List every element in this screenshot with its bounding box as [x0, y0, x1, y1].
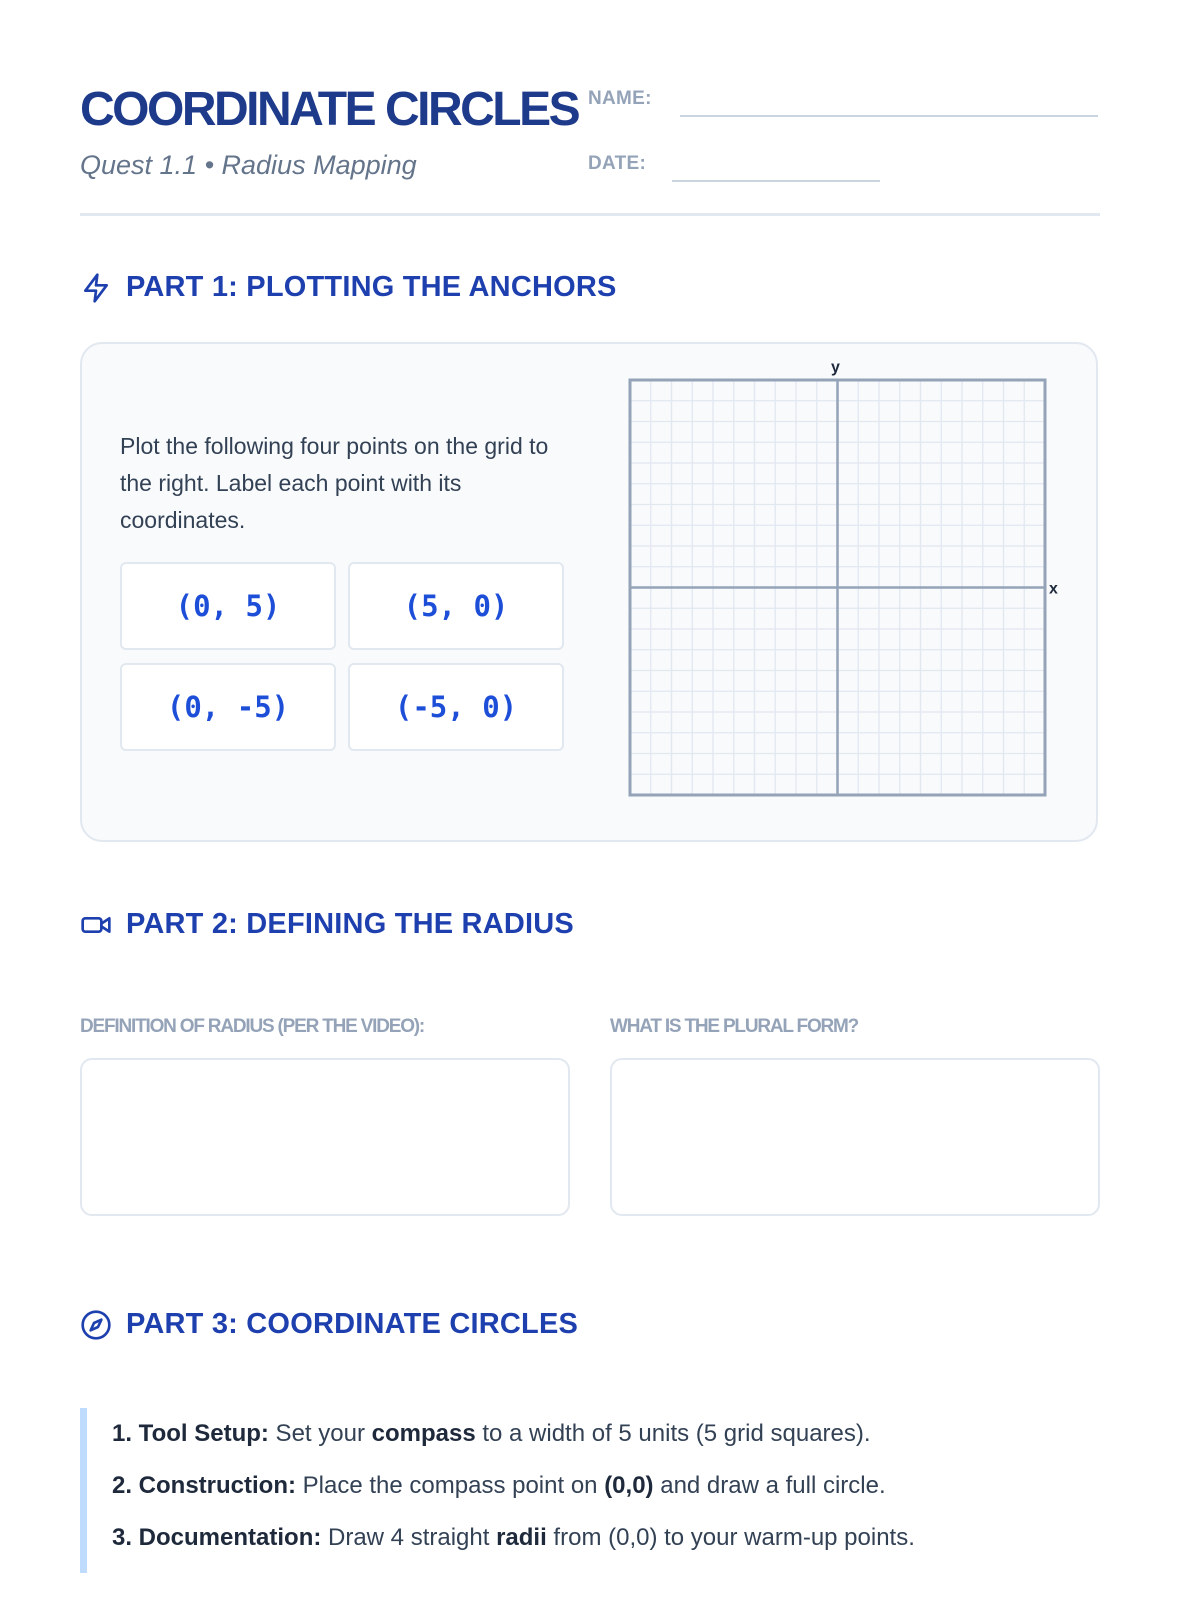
part3-title: PART 3: COORDINATE CIRCLES [126, 1308, 579, 1340]
step-text: Draw 4 straight [321, 1524, 497, 1551]
compass-icon [80, 1309, 112, 1341]
step-lead: 2. Construction: [112, 1472, 296, 1499]
worksheet-title: COORDINATE CIRCLES [80, 83, 579, 136]
step-lead: 1. Tool Setup: [112, 1420, 269, 1447]
step-text: Place the compass point on [296, 1472, 605, 1499]
x-axis-label: x [1049, 580, 1058, 598]
part2-title: PART 2: DEFINING THE RADIUS [126, 908, 574, 940]
part1-title: PART 1: PLOTTING THE ANCHORS [126, 271, 617, 303]
radius-definition-label: DEFINITION OF RADIUS (PER THE VIDEO): [80, 1016, 425, 1037]
worksheet-subtitle: Quest 1.1 • Radius Mapping [80, 150, 417, 180]
step-item [112, 1460, 1100, 1512]
coordinate-grid[interactable] [620, 352, 1070, 804]
steps-list [80, 1408, 1100, 1573]
step-lead: 3. Documentation: [112, 1524, 322, 1551]
step-item [112, 1512, 1100, 1564]
step-text: from (0,0) to your warm-up points. [546, 1524, 915, 1551]
part1-heading [80, 271, 617, 304]
point-card: (-5, 0) [348, 663, 564, 751]
plural-form-answer-box[interactable] [610, 1058, 1100, 1216]
radius-definition-answer-box[interactable] [80, 1058, 570, 1216]
y-axis-label: y [831, 359, 840, 376]
step-text: to a width of 5 units (5 grid squares). [475, 1420, 871, 1447]
point-card: (5, 0) [348, 562, 564, 650]
lightning-icon [80, 272, 112, 304]
part3-heading [80, 1308, 578, 1341]
plural-form-label: WHAT IS THE PLURAL FORM? [610, 1016, 859, 1037]
name-field[interactable] [680, 115, 1098, 117]
step-item [112, 1408, 1100, 1460]
step-emphasis: compass [371, 1420, 476, 1447]
part2-heading [80, 908, 574, 941]
header-divider [80, 213, 1100, 216]
step-emphasis: radii [496, 1524, 547, 1551]
part1-instructions: Plot the following four points on the grid to the right. Label each point with its coordinates. [120, 433, 549, 533]
point-card: (0, 5) [120, 562, 336, 650]
step-text: and draw a full circle. [653, 1472, 886, 1499]
date-label: DATE: [588, 153, 647, 174]
point-card: (0, -5) [120, 663, 336, 751]
name-label: NAME: [588, 88, 652, 109]
video-camera-icon [80, 909, 112, 941]
step-text: Set your [268, 1420, 372, 1447]
date-field[interactable] [672, 180, 880, 182]
step-emphasis: (0,0) [604, 1472, 654, 1499]
